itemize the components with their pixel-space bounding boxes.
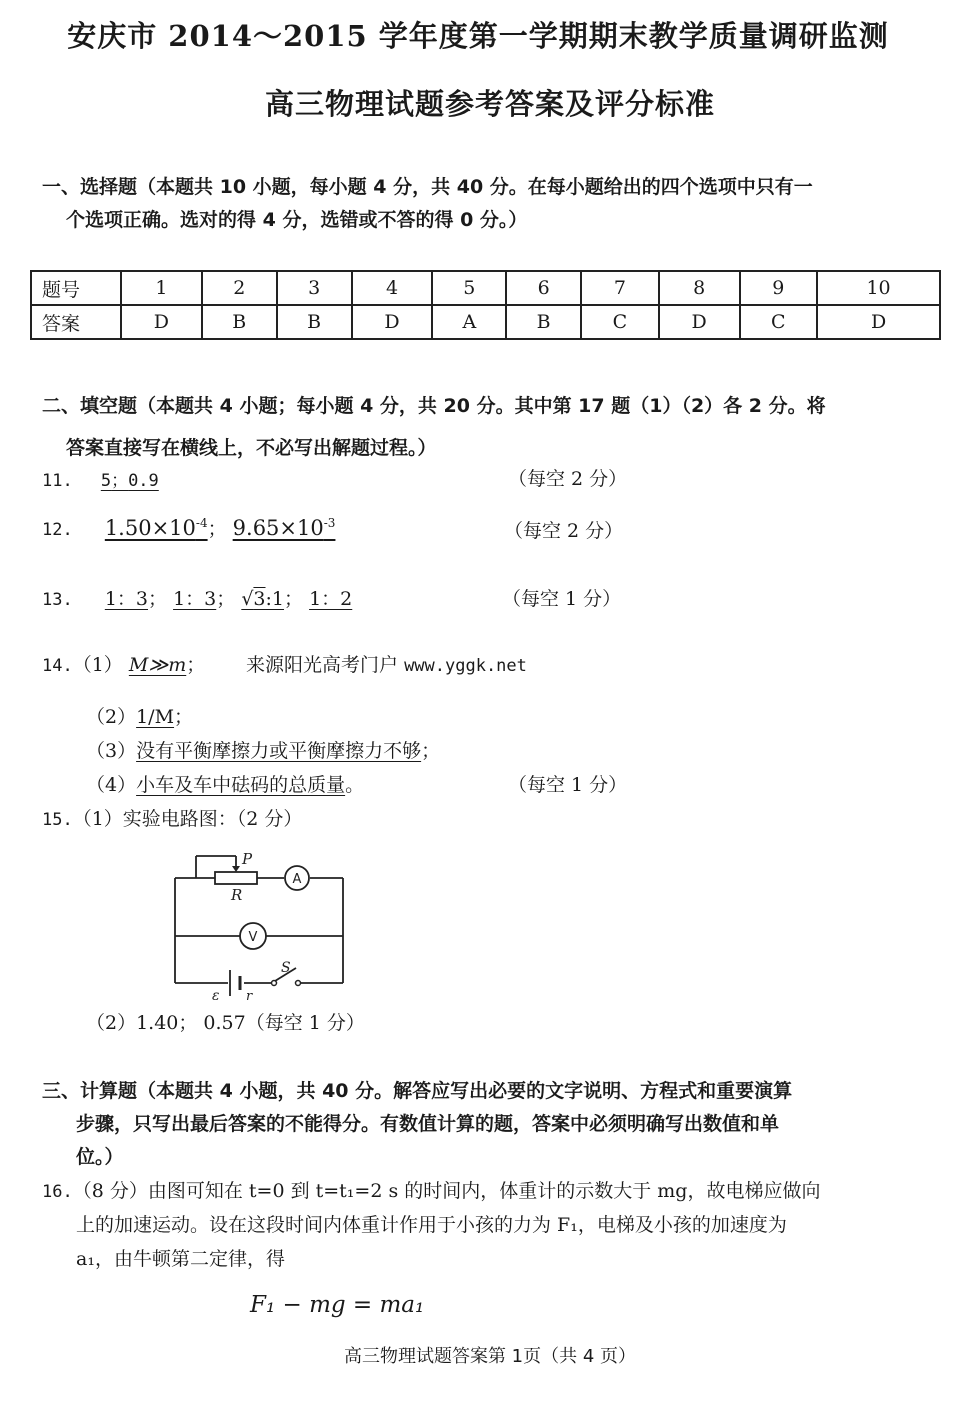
label-A: A bbox=[292, 872, 302, 887]
q11-answer2: 0.9 bbox=[128, 471, 159, 491]
q16-text-line3: a₁，由牛顿第二定律，得 bbox=[76, 1248, 285, 1270]
q12-answer2 bbox=[233, 516, 336, 540]
page-subtitle: 高三物理试题参考答案及评分标准 bbox=[264, 87, 715, 121]
table-cell-a4: D bbox=[352, 305, 433, 339]
q11-number: 11. bbox=[42, 471, 73, 491]
q11-answer1: 5 bbox=[100, 471, 112, 491]
table-cell-q2: 2 bbox=[202, 271, 277, 305]
q13-sep3: ； bbox=[284, 588, 304, 610]
q13-answer4: 1：2 bbox=[309, 588, 353, 610]
q15-part1-line bbox=[42, 804, 302, 831]
q13-score: （每空 1 分） bbox=[502, 588, 622, 610]
table-cell-q4: 4 bbox=[352, 271, 433, 305]
q14-part2-answer: 1/M bbox=[136, 706, 175, 728]
q14-part4-line bbox=[86, 770, 364, 797]
q14-part3-label: （3） bbox=[86, 740, 137, 762]
answer-table bbox=[30, 270, 941, 340]
q13-sep2: ； bbox=[216, 588, 236, 610]
q11-answer bbox=[101, 471, 199, 491]
q12-answer1 bbox=[105, 516, 208, 540]
q13-sep1: ； bbox=[148, 588, 168, 610]
rheostat-symbol bbox=[215, 872, 257, 884]
q14-number: 14. bbox=[42, 656, 73, 676]
q13-answer3-root: 3 bbox=[253, 588, 266, 610]
q13-answer2: 1：3 bbox=[173, 588, 217, 610]
q14-part1-line bbox=[42, 650, 205, 677]
table-cell-a3: B bbox=[277, 305, 352, 339]
section3-heading-line3: 位。） bbox=[76, 1146, 124, 1168]
q14-score: （每空 1 分） bbox=[508, 774, 628, 796]
q12-line bbox=[42, 514, 335, 541]
q13-answer1: 1：3 bbox=[104, 588, 148, 610]
source-url: www.yggk.net bbox=[404, 656, 527, 676]
section2-heading-line2: 答案直接写在横线上，不必写出解题过程。） bbox=[66, 437, 437, 459]
row-label-answer: 答案 bbox=[31, 305, 121, 339]
q12-answer1-exp: -4 bbox=[195, 516, 208, 530]
q13-answer3: √3:1 bbox=[241, 588, 285, 610]
q13-line bbox=[42, 584, 366, 611]
q12-score: （每空 2 分） bbox=[504, 520, 624, 542]
label-S: S bbox=[281, 960, 291, 976]
table-cell-q3: 3 bbox=[277, 271, 352, 305]
section3-heading-line2: 步骤，只写出最后答案的不能得分。有数值计算的题，答案中必须明确写出数值和单 bbox=[76, 1113, 780, 1135]
q14-part4-label: （4） bbox=[86, 774, 137, 796]
q14-part2-label: （2） bbox=[86, 706, 137, 728]
q12-sep: ； bbox=[207, 518, 227, 540]
q13-number: 13. bbox=[42, 590, 73, 610]
q16-text-line1: （8 分）由图可知在 t=0 到 t=t₁=2 s 的时间内，体重计的示数大于 mg，故电梯应做向 bbox=[72, 1180, 821, 1202]
table-cell-a10: D bbox=[817, 305, 940, 339]
q15-part2-line: （2）1.40； 0.57（每空 1 分） bbox=[86, 1012, 365, 1034]
page-footer: 高三物理试题答案第 1页（共 4 页） bbox=[343, 1346, 637, 1367]
table-cell-q6: 6 bbox=[506, 271, 581, 305]
q13-answer3-rest: :1 bbox=[265, 588, 285, 610]
table-cell-q7: 7 bbox=[581, 271, 659, 305]
q12-answer1-base: 1.50×10 bbox=[104, 516, 196, 540]
q14-part4-answer: 小车及车中砝码的总质量 bbox=[136, 774, 346, 796]
q14-part3-line bbox=[86, 736, 440, 763]
page-title: 安庆市 2014～2015 学年度第一学期期末教学质量调研监测 bbox=[67, 19, 889, 53]
table-row-answers bbox=[31, 305, 940, 339]
q14-part1-label: （1） bbox=[72, 654, 123, 676]
q12-number: 12. bbox=[42, 520, 73, 540]
q11-line bbox=[42, 466, 199, 491]
table-cell-a5: A bbox=[432, 305, 506, 339]
table-cell-a8: D bbox=[659, 305, 740, 339]
q14-part2-line bbox=[86, 702, 193, 729]
q16-equation: F₁ − mg = ma₁ bbox=[250, 1292, 425, 1318]
source-note bbox=[246, 650, 527, 677]
label-V: V bbox=[248, 930, 258, 945]
q14-part4-sep: 。 bbox=[345, 774, 365, 796]
q16-number: 16. bbox=[42, 1182, 73, 1202]
circuit-diagram bbox=[160, 848, 360, 1008]
row-label-question: 题号 bbox=[31, 271, 121, 305]
table-cell-a9: C bbox=[740, 305, 818, 339]
table-cell-q8: 8 bbox=[659, 271, 740, 305]
table-row-questions bbox=[31, 271, 940, 305]
q14-part3-answer: 没有平衡摩擦力或平衡摩擦力不够 bbox=[136, 740, 422, 762]
table-cell-a1: D bbox=[121, 305, 202, 339]
table-cell-a2: B bbox=[202, 305, 277, 339]
label-R: R bbox=[231, 886, 243, 904]
q16-text-line2: 上的加速运动。设在这段时间内体重计作用于小孩的力为 F₁，电梯及小孩的加速度为 bbox=[76, 1214, 787, 1236]
switch-contact-right bbox=[296, 981, 301, 986]
q15-number: 15. bbox=[42, 810, 73, 830]
q11-sep: ； bbox=[111, 471, 129, 491]
table-cell-q1: 1 bbox=[121, 271, 202, 305]
label-r: r bbox=[246, 989, 253, 1004]
q12-answer2-base: 9.65×10 bbox=[232, 516, 324, 540]
q12-answer2-exp: -3 bbox=[323, 516, 336, 530]
slider-arrow bbox=[232, 866, 240, 872]
label-P: P bbox=[242, 850, 253, 868]
q14-part1-answer: M≫m bbox=[128, 654, 187, 676]
source-note-text: 来源阳光高考门户 bbox=[246, 654, 399, 676]
q15-part1-text: （1）实验电路图：（2 分） bbox=[72, 808, 303, 830]
q14-part1-sep: ； bbox=[186, 654, 206, 676]
section2-heading-line1: 二、填空题（本题共 4 小题；每小题 4 分，共 20 分。其中第 17 题（1）（2）各 2 分。将 bbox=[42, 395, 826, 417]
table-cell-a7: C bbox=[581, 305, 659, 339]
table-cell-a6: B bbox=[506, 305, 581, 339]
table-cell-q10: 10 bbox=[817, 271, 940, 305]
q11-score: （每空 2 分） bbox=[508, 468, 628, 490]
section3-heading-line1: 三、计算题（本题共 4 小题，共 40 分。解答应写出必要的文字说明、方程式和重要演算 bbox=[42, 1080, 793, 1102]
q16-line1 bbox=[42, 1176, 820, 1203]
label-emf: ε bbox=[212, 988, 220, 1004]
q14-part3-sep: ； bbox=[421, 740, 441, 762]
section1-heading-line1: 一、选择题（本题共 10 小题，每小题 4 分，共 40 分。在每小题给出的四个选项中只有一 bbox=[42, 176, 813, 198]
table-cell-q5: 5 bbox=[432, 271, 506, 305]
q14-part2-sep: ； bbox=[174, 706, 194, 728]
section1-heading-line2: 个选项正确。选对的得 4 分，选错或不答的得 0 分。） bbox=[66, 209, 528, 231]
table-cell-q9: 9 bbox=[740, 271, 818, 305]
